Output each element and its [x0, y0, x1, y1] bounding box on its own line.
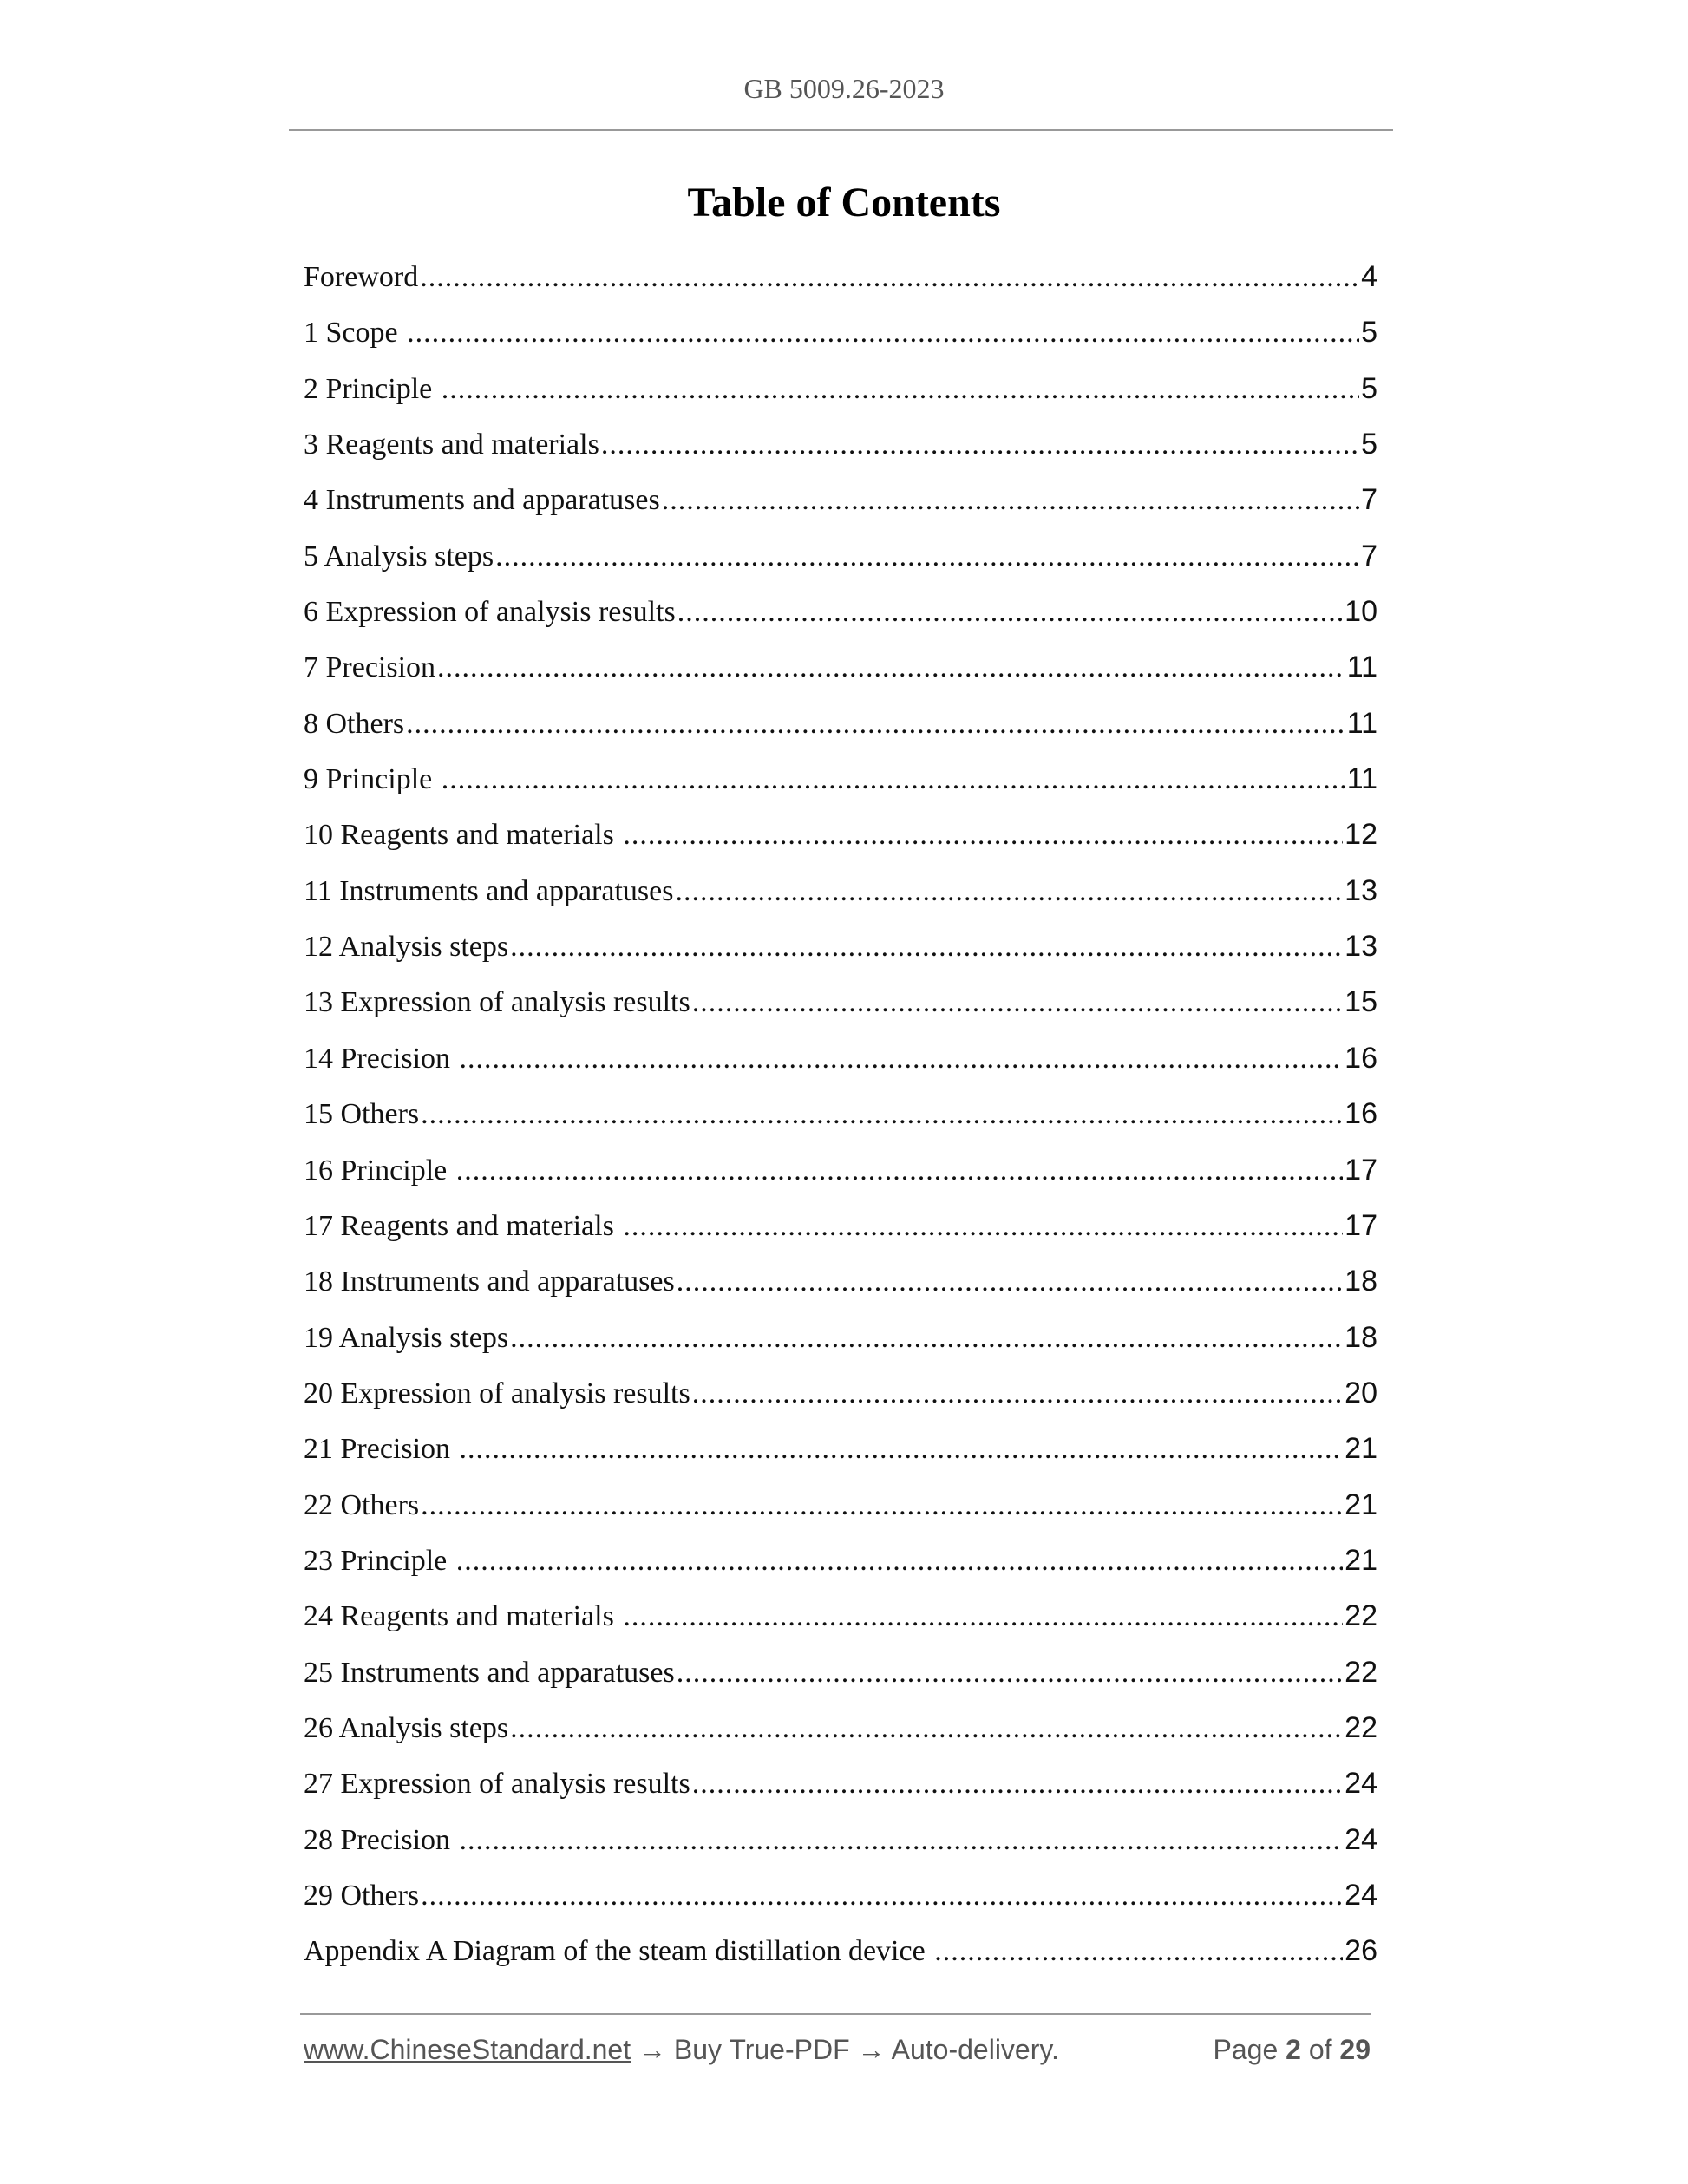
toc-entry-page: 16 [1345, 1041, 1377, 1075]
toc-entry-page: 21 [1345, 1432, 1377, 1466]
dot-leader [421, 1098, 1343, 1131]
dot-leader [442, 763, 1345, 796]
dot-leader [623, 1600, 1343, 1633]
dot-leader [623, 1210, 1343, 1243]
toc-entry-page: 26 [1345, 1934, 1377, 1968]
toc-entry[interactable] [304, 1376, 1377, 1432]
toc-entry-page: 5 [1361, 371, 1377, 405]
toc-entry-label: 9 Principle [304, 763, 440, 796]
dot-leader [677, 1657, 1343, 1690]
website-link[interactable]: www.ChineseStandard.net [304, 2034, 631, 2065]
page-title: Table of Contents [687, 180, 1001, 226]
toc-entry-label: Appendix A Diagram of the steam distillation device [304, 1935, 933, 1968]
toc-entry[interactable] [304, 260, 1377, 316]
dot-leader [510, 1712, 1343, 1745]
toc-entry-page: 18 [1345, 1320, 1377, 1354]
toc-entry[interactable] [304, 1097, 1377, 1153]
dot-leader [456, 1154, 1343, 1187]
toc-entry-label: 11 Instruments and apparatuses [304, 874, 674, 907]
toc-entry-label: 10 Reagents and materials [304, 819, 622, 852]
toc-entry-page: 7 [1361, 483, 1377, 517]
dot-leader [510, 1322, 1343, 1355]
toc-entry[interactable] [304, 1154, 1377, 1209]
toc-entry-label: 4 Instruments and apparatuses [304, 484, 660, 517]
toc-entry-page: 16 [1345, 1097, 1377, 1131]
dot-leader [692, 1768, 1343, 1801]
toc-entry[interactable] [304, 762, 1377, 818]
toc-entry-label: 13 Expression of analysis results [304, 986, 690, 1019]
toc-entry-label: 24 Reagents and materials [304, 1600, 622, 1633]
dot-leader [675, 875, 1343, 908]
dot-leader [421, 1489, 1343, 1522]
dot-leader [460, 1824, 1344, 1857]
total-pages: 29 [1339, 2034, 1371, 2065]
toc-entry-label: 22 Others [304, 1488, 420, 1521]
toc-entry-page: 5 [1361, 428, 1377, 461]
toc-entry-page: 13 [1345, 873, 1377, 907]
toc-entry-label: 21 Precision [304, 1433, 458, 1466]
toc-entry[interactable] [304, 1544, 1377, 1599]
toc-entry-page: 17 [1345, 1208, 1377, 1242]
toc-entry-page: 10 [1345, 595, 1377, 629]
toc-entry-page: 17 [1345, 1153, 1377, 1187]
dot-leader [692, 986, 1343, 1019]
toc-entry-page: 15 [1345, 985, 1377, 1019]
page-word: Page [1213, 2034, 1286, 2065]
dot-leader [456, 1545, 1343, 1578]
toc-entry-label: 6 Expression of analysis results [304, 596, 676, 629]
toc-entry[interactable] [304, 483, 1377, 539]
toc-entry-label: 16 Principle [304, 1154, 455, 1187]
dot-leader [442, 373, 1359, 406]
toc-entry-page: 18 [1345, 1265, 1377, 1298]
toc-entry-page: 22 [1345, 1655, 1377, 1689]
dot-leader [692, 1377, 1343, 1410]
toc-entry[interactable] [304, 930, 1377, 985]
toc-entry-label: 28 Precision [304, 1823, 458, 1856]
toc-entry-page: 21 [1345, 1543, 1377, 1577]
page-indicator [1214, 2034, 1371, 2066]
header-divider [289, 129, 1393, 131]
toc-entry-label: 5 Analysis steps [304, 539, 494, 572]
dot-leader [421, 1880, 1343, 1913]
dot-leader [601, 428, 1359, 461]
toc-entry[interactable] [304, 1209, 1377, 1265]
toc-entry[interactable] [304, 316, 1377, 371]
page-footer [304, 2034, 1371, 2066]
toc-entry-page: 21 [1345, 1488, 1377, 1521]
table-of-contents [304, 260, 1377, 1991]
toc-entry[interactable] [304, 1656, 1377, 1711]
toc-entry[interactable] [304, 1488, 1377, 1544]
dot-leader [460, 1433, 1344, 1466]
running-header: GB 5009.26-2023 [743, 73, 945, 104]
toc-entry-label: 7 Precision [304, 651, 436, 684]
toc-entry-page: 11 [1346, 762, 1377, 796]
dot-leader [460, 1043, 1344, 1076]
toc-entry-page: 22 [1345, 1599, 1377, 1633]
toc-entry[interactable] [304, 539, 1377, 595]
toc-entry[interactable] [304, 1767, 1377, 1822]
toc-entry-page: 24 [1345, 1878, 1377, 1912]
dot-leader [623, 819, 1343, 852]
dot-leader [437, 651, 1345, 684]
toc-entry-label: 18 Instruments and apparatuses [304, 1265, 675, 1298]
dot-leader [407, 317, 1359, 350]
toc-entry[interactable] [304, 1823, 1377, 1879]
dot-leader [662, 484, 1359, 517]
dot-leader [510, 931, 1343, 964]
toc-entry[interactable] [304, 428, 1377, 483]
dot-leader [677, 596, 1343, 629]
toc-entry-page: 22 [1345, 1710, 1377, 1744]
toc-entry[interactable] [304, 595, 1377, 651]
toc-entry-label: 19 Analysis steps [304, 1321, 509, 1354]
toc-entry[interactable] [304, 1265, 1377, 1320]
of-word: of [1300, 2034, 1340, 2065]
footer-divider [300, 2013, 1371, 2015]
toc-entry[interactable] [304, 985, 1377, 1041]
toc-entry[interactable] [304, 651, 1377, 706]
dot-leader [406, 708, 1345, 741]
toc-entry[interactable] [304, 1321, 1377, 1376]
toc-entry-label: 2 Principle [304, 372, 440, 405]
toc-entry[interactable] [304, 1934, 1377, 1990]
toc-entry-page: 5 [1361, 316, 1377, 350]
toc-entry-page: 24 [1345, 1822, 1377, 1856]
toc-entry-label: Foreword [304, 261, 419, 293]
toc-entry-label: 15 Others [304, 1098, 420, 1131]
toc-entry-page: 4 [1361, 260, 1377, 293]
toc-entry[interactable] [304, 707, 1377, 762]
toc-entry-label: 8 Others [304, 707, 405, 740]
toc-entry-label: 29 Others [304, 1879, 420, 1912]
toc-entry-label: 23 Principle [304, 1544, 455, 1577]
dot-leader [495, 540, 1359, 573]
current-page: 2 [1286, 2034, 1301, 2065]
toc-entry[interactable] [304, 372, 1377, 428]
toc-entry-page: 13 [1345, 930, 1377, 964]
toc-entry-page: 11 [1346, 706, 1377, 740]
toc-entry-label: 14 Precision [304, 1042, 458, 1075]
toc-entry[interactable] [304, 1432, 1377, 1488]
toc-entry-label: 12 Analysis steps [304, 931, 509, 964]
toc-entry-label: 17 Reagents and materials [304, 1209, 622, 1242]
toc-entry-label: 26 Analysis steps [304, 1711, 509, 1744]
dot-leader [420, 261, 1359, 294]
toc-entry-page: 24 [1345, 1767, 1377, 1801]
dot-leader [934, 1935, 1343, 1968]
toc-entry-page: 7 [1361, 539, 1377, 572]
toc-entry[interactable] [304, 1711, 1377, 1767]
toc-entry[interactable] [304, 874, 1377, 930]
toc-entry-label: 1 Scope [304, 317, 406, 350]
toc-entry-page: 20 [1345, 1376, 1377, 1409]
toc-entry-label: 27 Expression of analysis results [304, 1768, 690, 1801]
toc-entry-label: 3 Reagents and materials [304, 428, 599, 461]
footer-tagline: → Buy True-PDF → Auto-delivery. [631, 2034, 1059, 2065]
toc-entry[interactable] [304, 1042, 1377, 1097]
toc-entry[interactable] [304, 1599, 1377, 1655]
toc-entry-label: 20 Expression of analysis results [304, 1376, 690, 1409]
toc-entry-label: 25 Instruments and apparatuses [304, 1656, 675, 1689]
toc-entry-page: 12 [1345, 818, 1377, 852]
toc-entry-page: 11 [1346, 651, 1377, 684]
toc-entry[interactable] [304, 1879, 1377, 1934]
dot-leader [677, 1265, 1343, 1298]
toc-entry[interactable] [304, 818, 1377, 873]
